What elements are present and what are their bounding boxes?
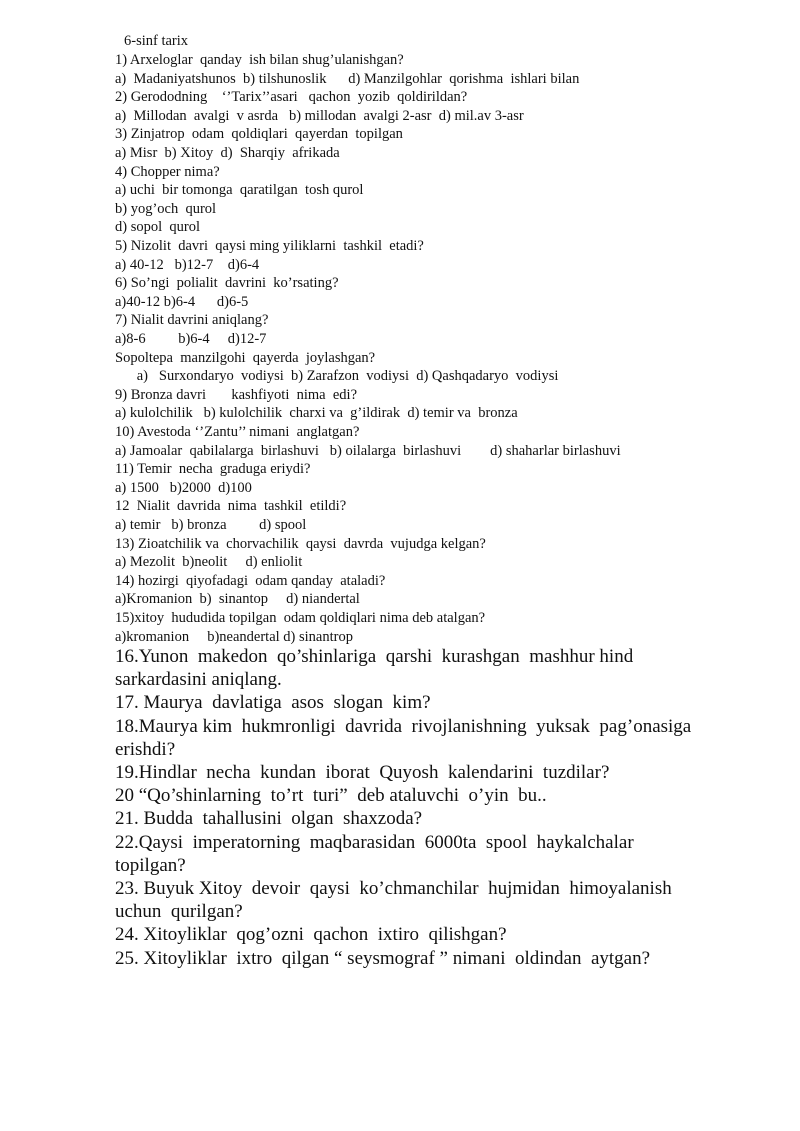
question-line: 4) Chopper nima?	[115, 163, 220, 180]
question-line-large: 22.Qaysi imperatorning maqbarasidan 6000ta spool haykalchalar	[115, 831, 634, 853]
question-line: 3) Zinjatrop odam qoldiqlari qayerdan topilgan	[115, 126, 403, 143]
question-line-large: 17. Maurya davlatiga asos slogan kim?	[115, 692, 431, 714]
question-line: 1) Arxeloglar qanday ish bilan shug’ulanishgan?	[115, 52, 404, 68]
question-line: a)40-12 b)6-4 d)6-5	[115, 293, 249, 310]
question-line-large: sarkardasini aniqlang.	[115, 669, 282, 691]
question-line-large: 25. Xitoyliklar ixtro qilgan “ seysmograf ” nimani oldindan aytgan?	[115, 947, 651, 969]
question-line: 15)xitoy hududida topilgan odam qoldiqlari nima deb atalgan?	[115, 610, 486, 626]
question-line: 9) Bronza davri kashfiyoti nima edi?	[115, 386, 358, 403]
question-line-large: 21. Budda tahallusini olgan shaxzoda?	[115, 808, 423, 830]
question-line: a) temir b) bronza d) spool	[115, 517, 307, 533]
question-line-large: 20 “Qo’shinlarning to’rt turi” deb ataluvchi o’yin bu..	[115, 785, 547, 807]
question-line: 2) Gerododning ‘’Tarix’’asari qachon yozib qoldirildan?	[115, 89, 468, 106]
question-line: a) Madaniyatshunos b) tilshunoslik d) Manzilgohlar qorishma ishlari bilan	[115, 70, 580, 87]
question-line: Sopoltepa manzilgohi qayerda joylashgan?	[115, 349, 376, 366]
question-line: a) Misr b) Xitoy d) Sharqiy afrikada	[115, 145, 340, 161]
question-line: 7) Nialit davrini aniqlang?	[115, 312, 269, 329]
question-line-large: 23. Buyuk Xitoy devoir qaysi ko’chmanchilar hujmidan himoyalanish	[115, 878, 672, 899]
question-line: a)8-6 b)6-4 d)12-7	[115, 331, 267, 347]
question-line-large: topilgan?	[115, 854, 186, 876]
question-line: a) Mezolit b)neolit d) enliolit	[115, 554, 303, 571]
question-line-large: 24. Xitoyliklar qog’ozni qachon ixtiro qilishgan?	[115, 924, 507, 946]
question-line: 10) Avestoda ‘’Zantu’’ nimani anglatgan?	[115, 424, 360, 440]
page-title: 6-sinf tarix	[124, 33, 189, 49]
question-line: a) Millodan avalgi v asrda b) millodan avalgi 2-asr d) mil.av 3-asr	[115, 107, 524, 124]
question-line: 5) Nizolit davri qaysi ming yiliklarni tashkil etadi?	[115, 238, 424, 254]
question-line: a) Jamoalar qabilalarga birlashuvi b) oilalarga birlashuvi d) shaharlar birlashuvi	[115, 442, 621, 459]
question-line: a) uchi bir tomonga qaratilgan tosh qurol	[115, 182, 364, 199]
question-line: a)Kromanion b) sinantop d) niandertal	[115, 591, 360, 608]
question-line: 12 Nialit davrida nima tashkil etildi?	[115, 498, 347, 515]
question-line-large: 19.Hindlar necha kundan iborat Quyosh kalendarini tuzdilar?	[115, 762, 610, 783]
question-line: 6) So’ngi polialit davrini ko’rsating?	[115, 275, 339, 292]
question-line-large: erishdi?	[115, 738, 176, 760]
question-line: a) Surxondaryo vodiysi b) Zarafzon vodiysi d) Qashqadaryo vodiysi	[115, 368, 559, 385]
question-line-large: uchun qurilgan?	[115, 901, 243, 923]
question-line: 11) Temir necha graduga eriydi?	[115, 461, 311, 478]
question-line: 14) hozirgi qiyofadagi odam qanday ataladi?	[115, 572, 386, 589]
question-line-large: 18.Maurya kim hukmronligi davrida rivojlanishning yuksak pag’onasiga	[115, 715, 692, 737]
question-line: a) 40-12 b)12-7 d)6-4	[115, 256, 260, 273]
question-line: a)kromanion b)neandertal d) sinantrop	[115, 628, 353, 645]
question-line: d) sopol qurol	[115, 219, 200, 236]
question-line: a) 1500 b)2000 d)100	[115, 479, 252, 496]
question-line: b) yog’och qurol	[115, 200, 217, 217]
question-line: a) kulolchilik b) kulolchilik charxi va g’ildirak d) temir va bronza	[115, 405, 518, 422]
question-line-large: 16.Yunon makedon qo’shinlariga qarshi kurashgan mashhur hind	[115, 646, 634, 667]
question-line: 13) Zioatchilik va chorvachilik qaysi davrda vujudga kelgan?	[115, 535, 486, 552]
